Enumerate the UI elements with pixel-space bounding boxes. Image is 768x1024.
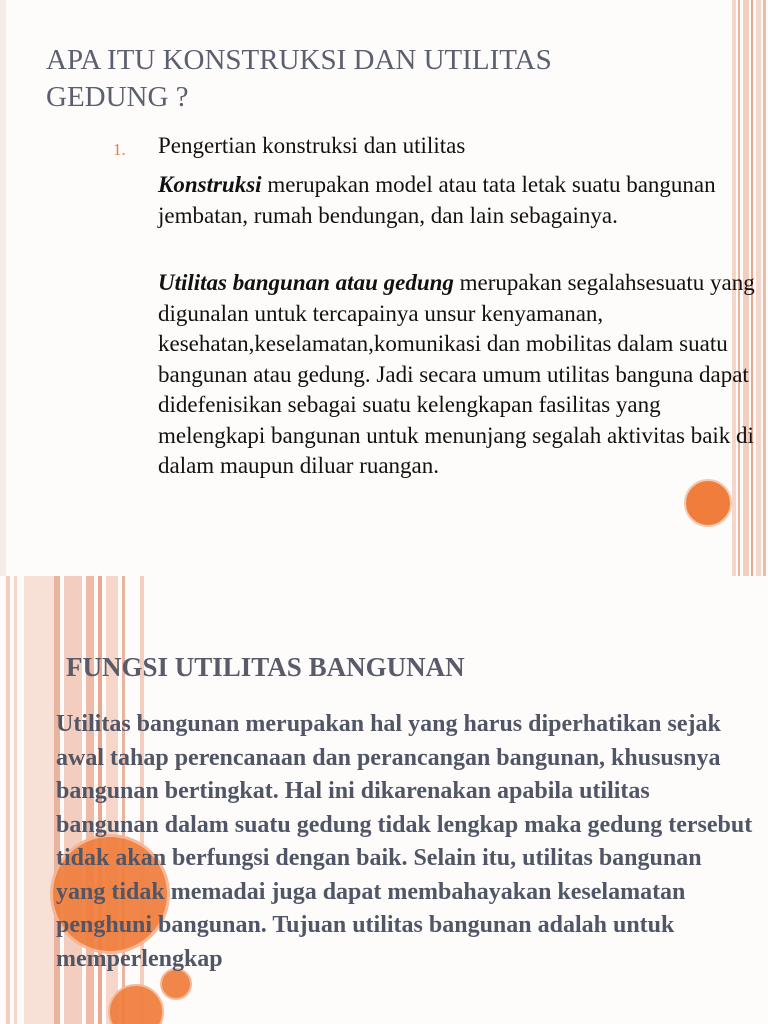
utilitas-paragraph: [158, 268, 758, 482]
list-heading: Pengertian konstruksi dan utilitas: [158, 133, 466, 158]
utilitas-keyword: Utilitas bangunan atau gedung: [158, 270, 454, 295]
slide-1-left-edge: [0, 0, 6, 576]
konstruksi-text: merupakan model atau tata letak suatu bangunan jembatan, rumah bendungan, dan lain sebagainya.: [158, 172, 716, 228]
slide-1-title: APA ITU KONSTRUKSI DAN UTILITAS GEDUNG ?: [46, 44, 552, 113]
slide-2-title: FUNGSI UTILITAS BANGUNAN: [66, 652, 465, 682]
slide-2-body: Utilitas bangunan merupakan hal yang harus diperhatikan sejak awal tahap perencanaan dan perancangan bangunan, khususnya bangunan bertingkat. Hal ini dikarenakan apabila utilitas bangunan dalam suatu gedung tidak lengkap maka gedung tersebut tidak akan berfungsi dengan baik. Selain itu, utilitas bangunan yang tidak memadai juga dapat membahayakan keselamatan penghuni bangunan. Tujuan utilitas bangunan adalah untuk memperlengkap: [56, 711, 753, 972]
list-number: 1.: [113, 140, 126, 159]
slide-2: [0, 576, 768, 1024]
utilitas-text: merupakan segalahsesuatu yang digunalan untuk tercapainya unsur kenyamanan, kesehatan,keselamatan,komunikasi dan mobilitas dalam suatu bangunan atau gedung. Jadi secara umum utilitas banguna dapat didefenisikan sebagai suatu kelengkapan fasilitas yang melengkapi bangunan untuk menunjang segalah aktivitas baik di dalam maupun diluar ruangan.: [158, 270, 755, 478]
konstruksi-keyword: Konstruksi: [158, 172, 262, 197]
decor-circle: [684, 479, 732, 527]
konstruksi-paragraph: [158, 170, 758, 231]
